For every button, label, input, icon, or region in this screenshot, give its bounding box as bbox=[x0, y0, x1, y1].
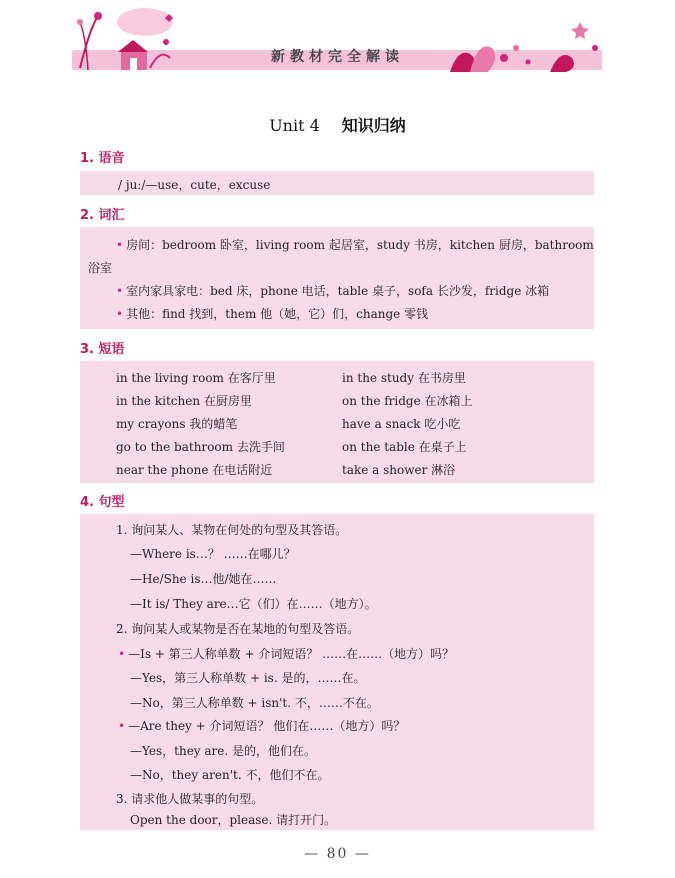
vocabulary-item-rooms-cont: 浴室 bbox=[88, 261, 113, 275]
vocabulary-item-rooms: • 房间：bedroom 卧室，living room 起居室，study 书房，kitchen 厨房，bathroom bbox=[116, 238, 594, 252]
sentences-box bbox=[80, 514, 594, 830]
sentence-heading: 1. 询问某人、某物在何处的句型及其答语。 bbox=[116, 523, 348, 537]
bullet-icon: • bbox=[116, 284, 124, 298]
sentence-heading: 3. 请求他人做某事的句型。 bbox=[116, 792, 264, 806]
sentence-line: —No，they aren't. 不，他们不在。 bbox=[130, 768, 330, 782]
vocabulary-item-others: • 其他：find 找到，them 他（她，它）们，change 零钱 bbox=[116, 307, 429, 321]
vocabulary-box bbox=[80, 227, 594, 329]
phrase-left: my crayons 我的蜡笔 bbox=[116, 417, 238, 431]
phrase-left: go to the bathroom 去洗手间 bbox=[116, 440, 285, 454]
phrase-left: in the living room 在客厅里 bbox=[116, 371, 276, 385]
phrase-right: on the fridge 在冰箱上 bbox=[342, 394, 473, 408]
pronunciation-box bbox=[80, 171, 594, 195]
unit-heading: 知识归纳 bbox=[341, 116, 406, 135]
sentence-line: Open the door，please. 请打开门。 bbox=[130, 813, 337, 827]
bullet-icon: • bbox=[118, 719, 126, 733]
section-phrases-label: 3. 短语 bbox=[80, 342, 125, 357]
page-title bbox=[0, 113, 675, 136]
sentence-line: • —Are they + 介词短语？ 他们在……（地方）吗？ bbox=[118, 719, 406, 733]
sentence-line: —It is/ They are…它（们）在……（地方）。 bbox=[130, 597, 377, 611]
bullet-icon: • bbox=[118, 647, 126, 661]
sentence-line: —No，第三人称单数 + isn't. 不，……不在。 bbox=[130, 696, 379, 710]
bullet-icon: • bbox=[116, 238, 124, 252]
phrase-right: on the table 在桌子上 bbox=[342, 440, 467, 454]
sentence-line: —Yes，they are. 是的，他们在。 bbox=[130, 744, 317, 758]
phrase-right: have a snack 吃小吃 bbox=[342, 417, 461, 431]
phrase-right: take a shower 淋浴 bbox=[342, 463, 456, 477]
sentence-line: —He/She is…他/她在…… bbox=[130, 572, 277, 586]
phrase-right: in the study 在书房里 bbox=[342, 371, 466, 385]
sentence-line: —Where is…？ ……在哪儿？ bbox=[130, 547, 296, 561]
vocabulary-item-furniture: • 室内家具家电：bed 床，phone 电话，table 桌子，sofa 长沙发，fridge 冰箱 bbox=[116, 284, 550, 298]
section-sentences-label: 4. 句型 bbox=[80, 495, 125, 510]
sentence-line: —Yes，第三人称单数 + is. 是的，……在。 bbox=[130, 671, 366, 685]
phrase-left: near the phone 在电话附近 bbox=[116, 463, 273, 477]
page-number: — 80 — bbox=[304, 846, 371, 862]
section-pronunciation-label: 1. 语音 bbox=[80, 151, 125, 166]
bullet-icon: • bbox=[116, 307, 124, 321]
phrase-left: in the kitchen 在厨房里 bbox=[116, 394, 252, 408]
phrases-box bbox=[80, 361, 594, 483]
unit-number: Unit 4 bbox=[269, 116, 320, 135]
section-vocabulary-label: 2. 词汇 bbox=[80, 208, 125, 223]
sentence-line: • —Is + 第三人称单数 + 介词短语？ ……在……（地方）吗？ bbox=[118, 647, 455, 661]
header-title: 新教材完全解读 bbox=[271, 49, 404, 65]
page-header bbox=[0, 0, 675, 80]
sentence-heading: 2. 询问某人或某物是否在某地的句型及答语。 bbox=[116, 622, 360, 636]
pronunciation-line: / juː/—use，cute，excuse bbox=[118, 178, 271, 192]
